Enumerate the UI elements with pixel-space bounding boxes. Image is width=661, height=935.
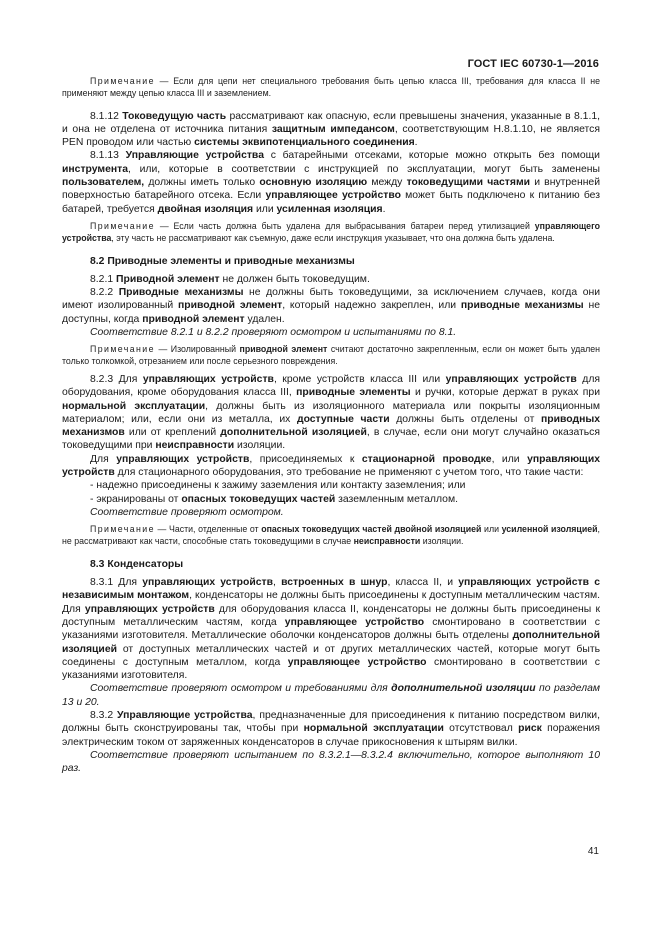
note-paragraph: Примечание — Если часть должна быть удалена для выбрасывания батареи перед утилизацией управляющего устройства, эту часть не рассматривают как съемную, даже если инструкция указывает, что она должна быть удалена. (62, 220, 600, 243)
clause-8-3-1: 8.3.1 Для управляющих устройств, встроенных в шнур, класса II, и управляющих устройств с независимым монтажом, конденсаторы не должны быть присоединены к доступным металлическим частям. Для управляющих устройств для оборудования класса II, конденсаторы не должны быть присоединены к доступным металлическим частям, когда управляющее устройство смонтировано в соответствии с указаниями изготовителя. Металлические оболочки конденсаторов должны быть отделены дополнительной изоляцией от доступных металлических частей и от других металлических частей, которые могут быть соединены с доступным металлом, когда управляющее устройство смонтировано в соответствии с указаниями изготовителя. (62, 577, 601, 682)
clause-exception: Для управляющих устройств, присоединяемых к стационарной проводке, или управляющих устройств для стационарного оборудования, это требование не применяют с учетом того, что такие части: (62, 453, 600, 479)
list-item: - экранированы от опасных токоведущих частей заземленным металлом. (90, 493, 458, 505)
section-heading-8-2: 8.2 Приводные элементы и приводные механизмы (90, 255, 355, 267)
clause-8-2-3: 8.2.3 Для управляющих устройств, кроме устройств класса III или управляющих устройств для оборудования, кроме оборудования класса III, приводные элементы и ручки, которые держат в руках при нормальной эксплуатации, должны быть из изоляционного материала или покрыты изоляционным материалом; или, если они из металла, их доступные части должны быть отделены от приводных механизмов или от креплений дополнительной изоляцией, в случае, если они могут случайно оказаться токоведущими при неисправности изоляции. (62, 373, 601, 452)
clause-8-1-12: 8.1.12 Токоведущую часть рассматривают как опасную, если превышены значения, указанные в 8.1.1, и она не отделена от источника питания защитным импедансом, соответствующим Н.8.1.10, не является PEN проводом или частью системы эквипотенциального соединения. (62, 110, 601, 149)
compliance-statement: Соответствие 8.2.1 и 8.2.2 проверяют осмотром и испытаниями по 8.1. (90, 327, 457, 339)
note-paragraph: Примечание — Если для цепи нет специального требования быть цепью класса III, требования для класса II не применяют между цепью класса III и заземлением. (62, 76, 600, 98)
clause-8-2-2: 8.2.2 Приводные механизмы не должны быть токоведущими, за исключением случаев, когда они имеют изолированный приводной элемент, который надежно закреплен, или приводные механизмы не доступны, когда приводной элемент удален. (62, 287, 601, 325)
page-number: 41 (587, 846, 599, 857)
clause-8-3-2: 8.3.2 Управляющие устройства, предназначенные для присоединения к питанию посредством вилки, должны быть сконструированы так, чтобы при нормальной эксплуатации отсутствовал риск поражения электрическим током от заряженных конденсаторов в случае прикосновения к штырям вилки. (62, 710, 600, 748)
compliance-statement: Соответствие проверяют осмотром и требованиями для дополнительной изоляции по разделам 13 и 20. (62, 683, 600, 708)
note-paragraph: Примечание — Части, отделенные от опасных токоведущих частей двойной изоляцией или усиленной изоляцией, не рассматривают как части, способные стать токоведущими в случае неисправности изоляции. (62, 524, 600, 546)
clause-8-1-13: 8.1.13 Управляющие устройства с батарейными отсеками, которые можно открыть без помощи инструмента, или, которые в соответствии с инструкцией по эксплуатации, могут быть заменены пользователем, должны иметь только основную изоляцию между токоведущими частями и внутренней поверхностью батарейного отсека. Если управляющее устройство может быть подключено к питанию без батарей, требуется двойная изоляция или усиленная изоляция. (62, 150, 601, 215)
compliance-statement: Соответствие проверяют испытанием по 8.3.2.1—8.3.2.4 включительно, которое выполняют 10 раз. (62, 749, 600, 775)
section-heading-8-3: 8.3 Конденсаторы (90, 558, 184, 570)
standard-title: ГОСТ IEC 60730-1—2016 (467, 58, 599, 70)
clause-8-2-1: 8.2.1 Приводной элемент не должен быть токоведущим. (90, 273, 370, 285)
note-paragraph: Примечание — Изолированный приводной элемент считают достаточно закрепленным, если он может быть удален только толкомкой, отрезанием или после серьезного повреждения. (62, 344, 600, 367)
list-item: - надежно присоединены к зажиму заземления или контакту заземления; или (90, 480, 466, 492)
compliance-statement: Соответствие проверяют осмотром. (90, 506, 284, 518)
page-body (62, 76, 600, 776)
